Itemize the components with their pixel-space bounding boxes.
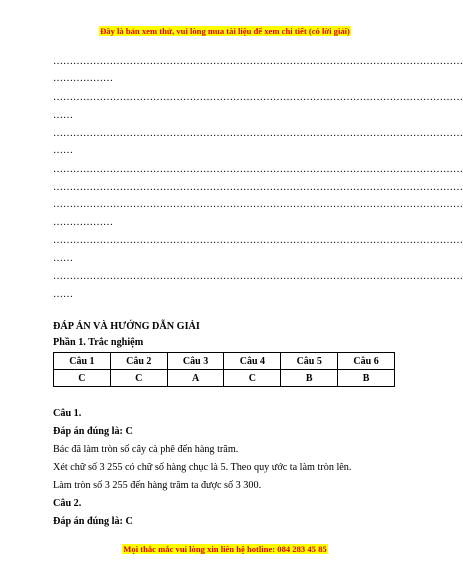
table-answer-cell: B — [338, 370, 395, 387]
hotline-banner — [0, 544, 450, 555]
answer-section-title: ĐÁP ÁN VÀ HƯỚNG DẪN GIẢI — [53, 321, 200, 332]
answer-line: ……………… — [53, 217, 113, 228]
table-answer-cell: C — [110, 370, 167, 387]
question-1-explanation-line: Bác đã làm tròn số cây cà phê đến hàng trăm. — [53, 444, 239, 455]
table-answer-cell: C — [224, 370, 281, 387]
table-header-cell: Câu 1 — [54, 353, 111, 370]
answer-line: …………………………………………………………………………………………………………… — [53, 164, 463, 175]
table-header-cell: Câu 3 — [167, 353, 224, 370]
table-answer-cell: C — [54, 370, 111, 387]
table-header-cell: Câu 2 — [110, 353, 167, 370]
answer-line: …………………………………………………………………………………………………………… — [53, 235, 463, 246]
answer-line: …………………………………………………………………………………………………………… — [53, 182, 463, 193]
table-header-cell: Câu 5 — [281, 353, 338, 370]
answer-line: …………………………………………………………………………………………………………… — [53, 92, 463, 103]
answer-line: …… — [53, 289, 73, 300]
question-2-answer: Đáp án đúng là: C — [53, 516, 133, 527]
answer-table-header-row — [54, 353, 395, 370]
part1-title: Phần 1. Trắc nghiệm — [53, 337, 144, 348]
preview-banner-text: Đây là bản xem thử, vui lòng mua tài liệu để xem chi tiết (có lời giải) — [100, 26, 350, 36]
question-1-explanation-line: Làm tròn số 3 255 đến hàng trăm ta được số 3 300. — [53, 480, 262, 491]
answer-line: …………………………………………………………………………………………………………… — [53, 56, 463, 67]
preview-banner — [0, 26, 450, 37]
table-header-cell: Câu 6 — [338, 353, 395, 370]
table-answer-cell: A — [167, 370, 224, 387]
answer-line: …………………………………………………………………………………………………………… — [53, 199, 463, 210]
answer-line: …… — [53, 110, 73, 121]
question-1-label: Câu 1. — [53, 408, 82, 419]
answer-line: …………………………………………………………………………………………………………… — [53, 271, 463, 282]
question-1-answer: Đáp án đúng là: C — [53, 426, 133, 437]
hotline-banner-text: Mọi thắc mắc vui lòng xin liên hệ hotline: 084 283 45 85 — [123, 544, 327, 554]
table-header-cell: Câu 4 — [224, 353, 281, 370]
question-2-label: Câu 2. — [53, 498, 82, 509]
table-answer-cell: B — [281, 370, 338, 387]
answer-line: …… — [53, 253, 73, 264]
answer-table-row — [54, 370, 395, 387]
question-1-explanation-line: Xét chữ số 3 255 có chữ số hàng chục là 5. Theo quy ước ta làm tròn lên. — [53, 462, 352, 473]
answer-table — [53, 352, 395, 387]
answer-line: …………………………………………………………………………………………………………… — [53, 128, 463, 139]
answer-line: ……………… — [53, 73, 113, 84]
answer-line: …… — [53, 145, 73, 156]
